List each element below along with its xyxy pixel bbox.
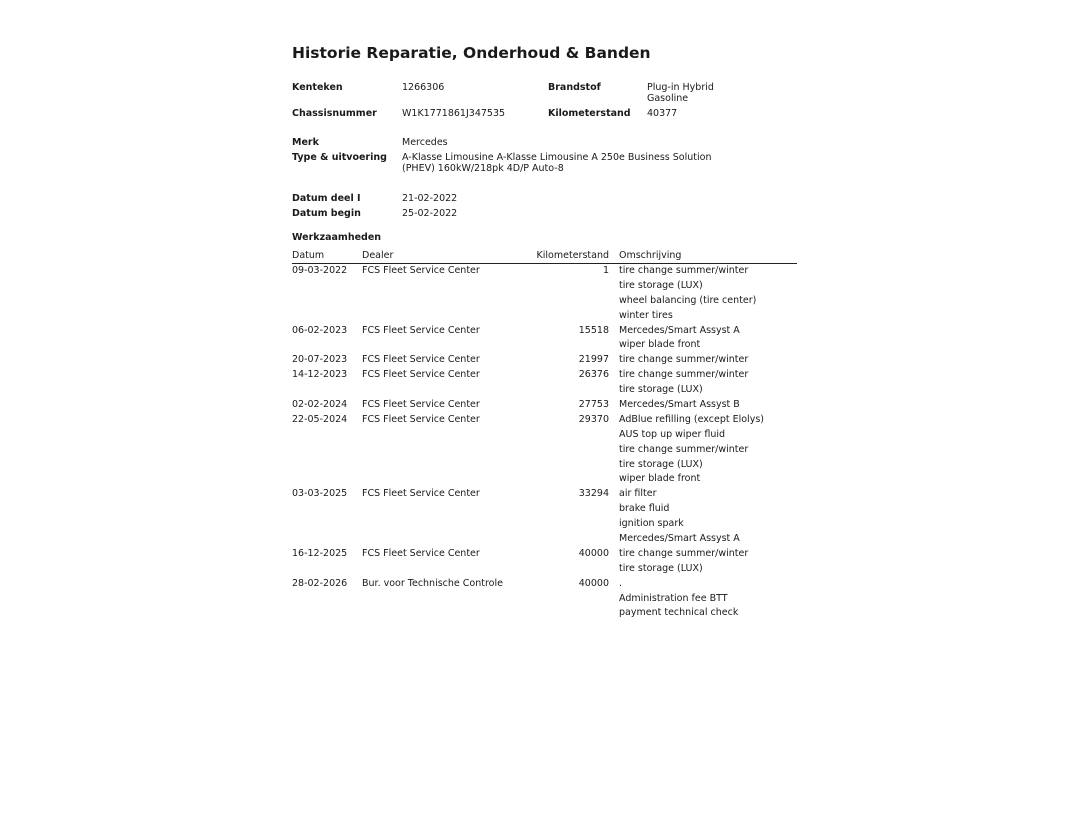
row-datum: 06-02-2023 [292,324,348,336]
row-omschrijving: tire change summer/winter [619,443,749,455]
werkzaamheden-heading: Werkzaamheden [292,232,382,243]
table-row [292,472,797,487]
chassis-value: W1K1771861J347535 [402,108,506,119]
row-datum: 02-02-2024 [292,399,348,411]
table-row [292,532,797,547]
column-header-datum: Datum [292,250,325,261]
column-header-omschrijving: Omschrijving [619,250,682,261]
datum-begin-value: 25-02-2022 [402,208,458,219]
kenteken-label: Kenteken [292,82,343,93]
row-dealer: FCS Fleet Service Center [362,413,480,425]
page-title: Historie Reparatie, Onderhoud & Banden [292,44,651,62]
datum-deel-label: Datum deel I [292,193,361,204]
row-datum: 28-02-2026 [292,577,348,589]
type-value-line2: (PHEV) 160kW/218pk 4D/P Auto-8 [402,163,564,174]
table-row [292,413,797,428]
table-row [292,592,797,607]
row-omschrijving: Mercedes/Smart Assyst B [619,399,740,411]
brandstof-value-line2: Gasoline [647,93,689,104]
merk-value: Mercedes [402,137,448,148]
row-omschrijving: . [619,577,623,589]
row-omschrijving: AUS top up wiper fluid [619,428,726,440]
table-row [292,502,797,517]
brandstof-value-line1: Plug-in Hybrid [647,82,714,93]
table-row [292,353,797,368]
row-datum: 09-03-2022 [292,265,348,276]
row-datum: 20-07-2023 [292,354,348,366]
row-omschrijving: tire change summer/winter [619,354,749,366]
row-omschrijving: tire change summer/winter [619,369,749,381]
table-row [292,324,797,339]
row-kilometerstand: 27753 [578,399,609,411]
row-datum: 22-05-2024 [292,413,348,425]
type-value-line1: A-Klasse Limousine A-Klasse Limousine A 250e Business Solution [402,152,712,163]
row-omschrijving: wheel balancing (tire center) [619,294,757,306]
row-kilometerstand: 33294 [578,488,609,500]
datum-deel-value: 21-02-2022 [402,193,458,204]
table-row [292,458,797,473]
row-dealer: Bur. voor Technische Controle [362,577,503,589]
row-omschrijving: winter tires [619,309,673,321]
table-row [292,383,797,398]
row-omschrijving: tire storage (LUX) [619,384,703,396]
row-omschrijving: tire storage (LUX) [619,458,703,470]
table-row [292,562,797,577]
row-dealer: FCS Fleet Service Center [362,488,480,500]
table-row [292,487,797,502]
row-dealer: FCS Fleet Service Center [362,369,480,381]
row-datum: 03-03-2025 [292,488,348,500]
kilometerstand-label: Kilometerstand [548,108,631,119]
row-kilometerstand: 1 [602,265,609,276]
row-dealer: FCS Fleet Service Center [362,354,480,366]
table-row [292,264,797,279]
row-dealer: FCS Fleet Service Center [362,399,480,411]
row-omschrijving: tire storage (LUX) [619,562,703,574]
row-kilometerstand: 15518 [578,324,609,336]
merk-label: Merk [292,137,319,148]
kenteken-value: 1266306 [402,82,445,93]
row-kilometerstand: 26376 [578,369,609,381]
row-kilometerstand: 21997 [578,354,609,366]
table-header [292,249,797,264]
row-datum: 14-12-2023 [292,369,348,381]
type-label: Type & uitvoering [292,152,387,163]
row-kilometerstand: 29370 [578,413,609,425]
table-row [292,606,797,621]
table-row [292,443,797,458]
row-kilometerstand: 40000 [578,547,609,559]
row-dealer: FCS Fleet Service Center [362,324,480,336]
row-omschrijving: Mercedes/Smart Assyst A [619,533,740,545]
row-omschrijving: ignition spark [619,518,684,530]
table-row [292,398,797,413]
row-omschrijving: Administration fee BTT [619,592,728,604]
datum-begin-label: Datum begin [292,208,361,219]
row-omschrijving: wiper blade front [619,473,701,485]
row-dealer: FCS Fleet Service Center [362,265,480,276]
table-row [292,294,797,309]
chassis-label: Chassisnummer [292,108,377,119]
table-row [292,368,797,383]
row-omschrijving: wiper blade front [619,339,701,351]
table-row [292,547,797,562]
row-omschrijving: air filter [619,488,657,500]
table-row [292,517,797,532]
column-header-dealer: Dealer [362,250,394,261]
column-header-kilometerstand: Kilometerstand [536,250,609,261]
row-dealer: FCS Fleet Service Center [362,547,480,559]
work-table-body [292,264,797,621]
table-row [292,428,797,443]
row-omschrijving: Mercedes/Smart Assyst A [619,324,740,336]
table-row [292,279,797,294]
table-row [292,577,797,592]
row-omschrijving: tire storage (LUX) [619,279,703,291]
row-omschrijving: tire change summer/winter [619,265,749,276]
brandstof-label: Brandstof [548,82,601,93]
row-omschrijving: AdBlue refilling (except Elolys) [619,413,764,425]
row-omschrijving: tire change summer/winter [619,547,749,559]
kilometerstand-value: 40377 [647,108,678,119]
row-omschrijving: brake fluid [619,503,670,515]
row-omschrijving: payment technical check [619,607,739,619]
table-row [292,309,797,324]
row-datum: 16-12-2025 [292,547,348,559]
table-row [292,338,797,353]
row-kilometerstand: 40000 [578,577,609,589]
